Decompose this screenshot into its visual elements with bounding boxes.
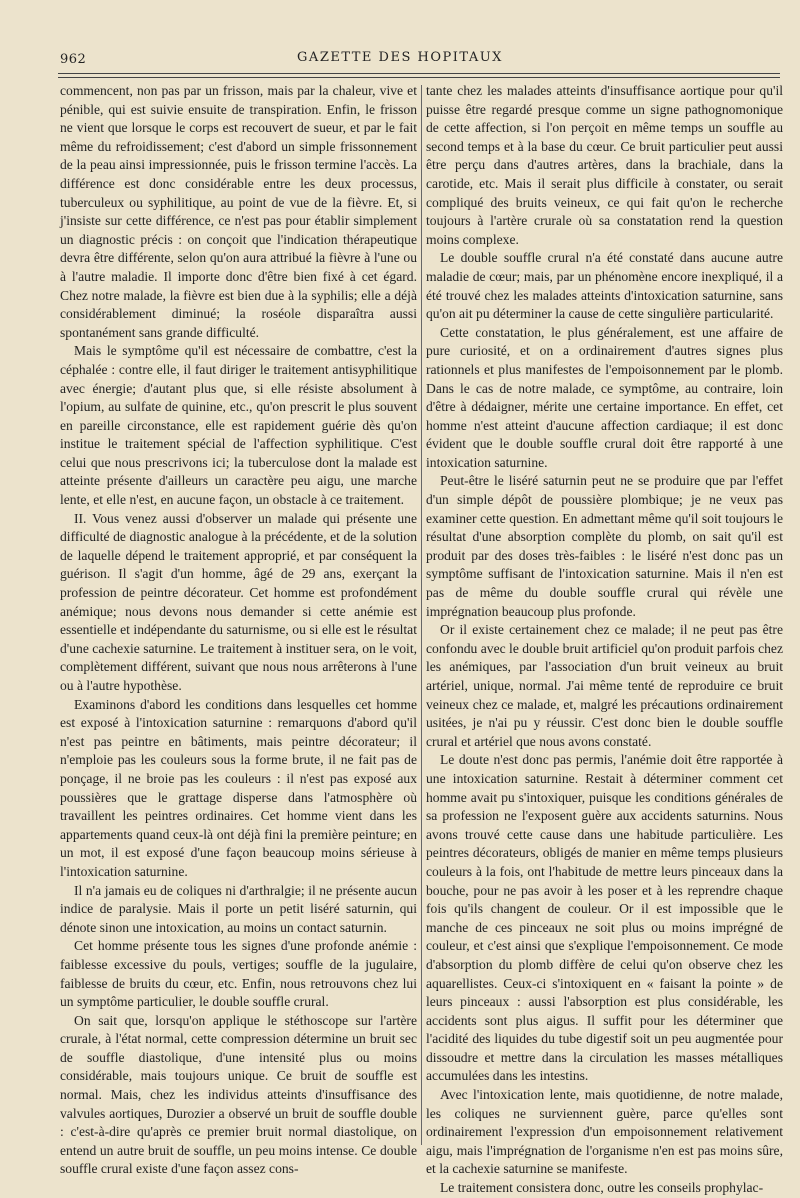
header-rule — [58, 73, 780, 74]
page-number: 962 — [60, 52, 87, 67]
paragraph: Avec l'intoxication lente, mais quotidienne, de notre malade, les coliques ne surviennent guère, parce qu'elles sont ordinairement l'expression d'un empoisonnement relativement aigu, mais l'imprégnation de l'organisme n'en est pas moins sûre, et la cachexie saturnine se manifeste. — [426, 1087, 783, 1177]
journal-title: GAZETTE DES HOPITAUX — [297, 50, 503, 65]
paragraph: Peut-être le liséré saturnin peut ne se produire que par l'effet d'un simple dépôt de poussière plombique; je ne veux pas examiner cette question. En admettant même qu'il soit toujours le résultat d'une absorption complète du plomb, on sait qu'il est produit par des doses très-faibles : le liséré n'est donc pas un symptôme suffisant de l'intoxication saturnine. Mais il n'en est pas de même du double souffle crural qui révèle une imprégnation beaucoup plus profonde. — [426, 473, 783, 619]
column-divider — [421, 85, 422, 1145]
paragraph: II. Vous venez aussi d'observer un malade qui présente une difficulté de diagnostic analogue à la précédente, et de la solution de laquelle dépend le traitement approprié, et par conséquent la guérison. Il s'agit d'un homme, âgé de 29 ans, exerçant la profession de peintre décorateur. Cet homme est profondément anémique; nous devons nous demander si cette anémie est essentielle et indépendante du saturnisme, ou si elle est le résultat d'une cachexie saturnine. Le traitement à instituer sera, on le voit, complètement différent, suivant que nous nous arrêterons à l'une ou à l'autre hypothèse. — [60, 510, 417, 693]
paragraph: Le double souffle crural n'a été constaté dans aucune autre maladie de cœur; mais, par un phénomène encore inexpliqué, il a été trouvé chez les malades atteints d'intoxication saturnine, sans qu'on ait pu déterminer la cause de cette singulière particularité. — [426, 250, 783, 322]
paragraph: Cet homme présente tous les signes d'une profonde anémie : faiblesse excessive du pouls, vertiges; souffle de la jugulaire, faiblesse de bruits du cœur, etc. Enfin, nous retrouvons chez lui un symptôme particulier, le double souffle crural. — [60, 938, 417, 1010]
paragraph: Or il existe certainement chez ce malade; il ne peut pas être confondu avec le double bruit artificiel qu'on produit parfois chez les anémiques, par l'association d'un bruit veineux au bruit artériel, unique, normal. J'ai même tenté de reproduire ce bruit veineux chez ce malade, et, malgré les précautions ordinairement usitées, je n'ai pu y réussir. C'est donc bien le double souffle crural et artériel que nous avons constaté. — [426, 622, 783, 749]
paragraph: tante chez les malades atteints d'insuffisance aortique pour qu'il puisse être regardé presque comme un signe pathognomonique de cette affection, si l'on perçoit en même temps un souffle au second temps et à la base du cœur. Ce bruit particulier peut aussi être perçu dans d'autres artères, dans la brachiale, dans la carotide, etc. Mais il serait plus difficile à constater, ou serait compliqué des bruits veineux, ce qui fait qu'on le recherche toujours à l'artère crurale où sa constatation rend la question moins complexe. — [426, 83, 783, 247]
paragraph: Le doute n'est donc pas permis, l'anémie doit être rapportée à une intoxication saturnine. Restait à déterminer comment cet homme avait pu s'intoxiquer, puisque les conditions générales de sa profession ne l'exposent guère aux accidents saturnins. Nous avons trouvé cette cause dans une habitude particulière. Les peintres décorateurs, obligés de manier en même temps plusieurs couleurs à la fois, ont l'habitude de mettre leurs pinceaux dans la bouche, pour ne pas avoir à les poser et à les reprendre chaque fois qu'ils changent de couleur. Or il est impossible que le manche de ces pinceaux ne soit plus ou moins imprégné de couleur, et c'est ainsi que s'explique l'empoisonnement. Ce mode d'absorption du plomb diffère de celui qu'on observe chez les aquarellistes. Ceux-ci s'intoxiquent en « faisant la pointe » de leurs pinceaux : aussi l'absorption est plus considérable, les accidents sont plus aigus. Il suffit pour les déterminer que l'acidité des liquides du tube digestif soit un peu augmentée pour dissoudre et mettre dans la circulation les masses métalliques accumulées dans les intestins. — [426, 752, 783, 1084]
left-column — [60, 82, 417, 1179]
paragraph: Cette constatation, le plus généralement, est une affaire de pure curiosité, et on a ordinairement d'autres signes plus rationnels et plus manifestes de l'empoisonnement par le plomb. Dans le cas de notre malade, ce symptôme, au contraire, loin d'être à dédaigner, mérite une certaine importance. En effet, cet homme n'est atteint d'aucune affection cardiaque; il est donc évident que le double souffle crural doit être rapporté à une intoxication saturnine. — [426, 324, 783, 470]
paragraph: On sait que, lorsqu'on applique le stéthoscope sur l'artère crurale, à l'état normal, cette compression détermine un bruit sec de souffle diastolique, d'une intensité plus ou moins considérable, mais toujours unique. Ce bruit de souffle est normal. Mais, chez les individus atteints d'insuffisance des valvules aortiques, Durozier a observé un bruit de souffle double : c'est-à-dire qu'après ce premier bruit normal diastolique, on entend un autre bruit de souffle, un peu moins intense. Ce double souffle crural existe d'une façon assez cons- — [60, 1012, 417, 1177]
paragraph: Il n'a jamais eu de coliques ni d'arthralgie; il ne présente aucun indice de paralysie. Mais il porte un petit liséré saturnin, qui dénote sinon une intoxication, au moins un contact saturnin. — [60, 882, 417, 935]
header-rule-double — [58, 77, 780, 78]
paragraph: Mais le symptôme qu'il est nécessaire de combattre, c'est la céphalée : contre elle, il faut diriger le traitement antisyphilitique avec énergie; d'autant plus que, si elle résiste absolument à l'opium, au sulfate de quinine, etc., qu'on prescrit le plus souvent en pareille circonstance, elle est rapidement guérie dès qu'on institue le traitement spécial de l'affection syphilitique. C'est celui que nous prescrivons ici; la tuberculose dont la malade est atteinte présente d'ailleurs un caractère peu aigu, une marche lente, et elle n'est, en aucune façon, un obstacle à ce traitement. — [60, 343, 417, 508]
paragraph: commencent, non pas par un frisson, mais par la chaleur, vive et pénible, qui est suivie ensuite de transpiration. Enfin, le frisson ne vient que lorsque le corps est recouvert de sueur, et par le fait même du refroidissement; c'est d'abord un simple frissonnement de la peau ainsi impressionnée, puis le frisson termine l'accès. La différence est donc considérable entre les deux processus, tuberculeux ou syphilitique, au point de vue de la fièvre. Et, si j'insiste sur cette différence, ce n'est pas pour établir simplement un diagnostic précis : on conçoit que l'indication thérapeutique devra être différente, selon qu'on aura attribué la fièvre à l'une ou à l'autre maladie. Il importe donc d'être bien fixé à cet égard. Chez notre malade, la fièvre est bien due à la syphilis; elle a déjà considérablement diminué; la roséole disparaîtra aussi spontanément sans grande difficulté. — [60, 83, 417, 340]
paragraph: Examinons d'abord les conditions dans lesquelles cet homme est exposé à l'intoxication saturnine : remarquons d'abord qu'il n'est pas peintre en bâtiments, mais peintre décorateur; il n'emploie pas les couleurs sous la forme brute, il ne fait pas de ponçage, il ne broie pas les couleurs : il n'est pas exposé aux poussières que le grattage disperse dans l'atmosphère où travaillent les peintres ordinaires. Cet homme vient dans les appartements quand ceux-là ont déjà fini la première peinture; en un mot, il est exposé d'une façon beaucoup moins sérieuse à l'intoxication saturnine. — [60, 696, 417, 879]
right-column — [426, 82, 783, 1198]
paragraph: Le traitement consistera donc, outre les conseils prophylac- — [440, 1180, 764, 1196]
